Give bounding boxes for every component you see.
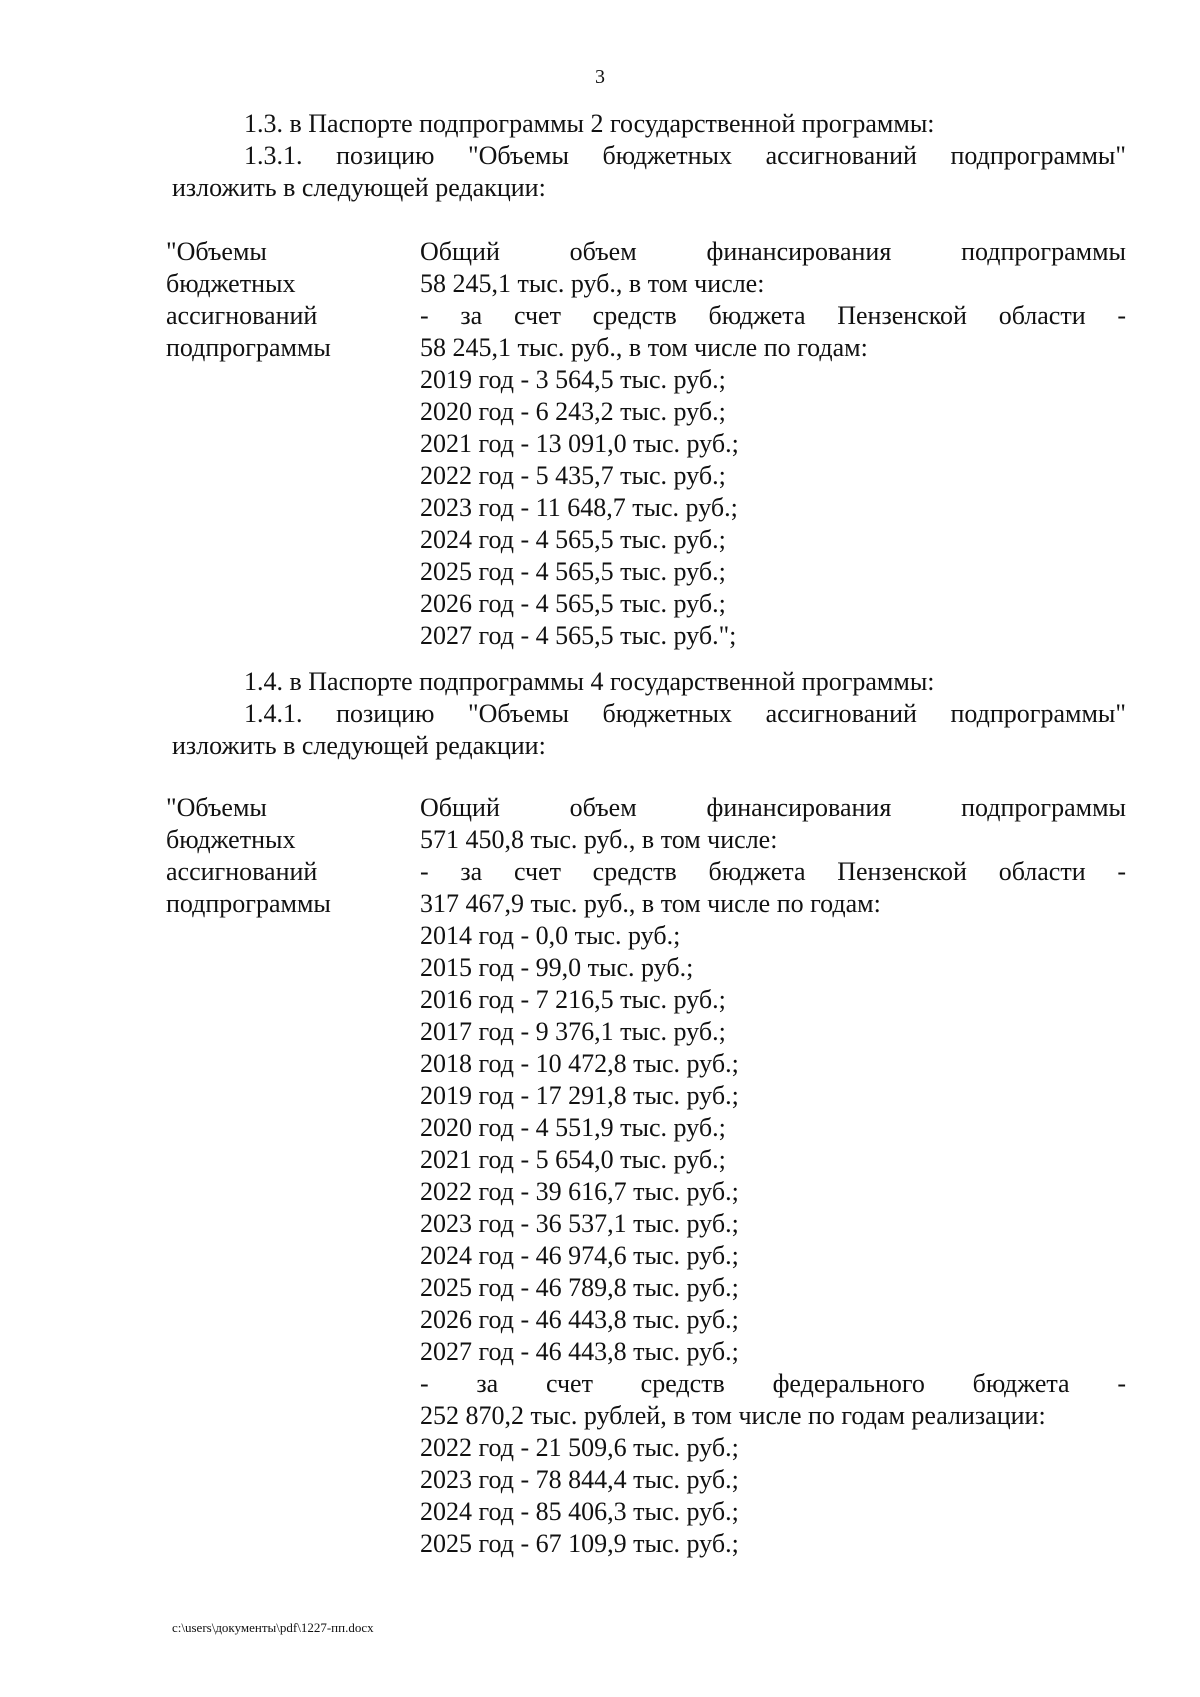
label-line: подпрограммы [166,889,331,918]
value-line: 2027 год - 46 443,8 тыс. руб.; [420,1337,739,1366]
value-line: 2023 год - 11 648,7 тыс. руб.; [420,493,738,522]
value-line: - за счет средств федерального бюджета - [420,1369,1126,1398]
section-1-4-1-line: 1.4.1. позицию "Объемы бюджетных ассигнований подпрограммы" [244,699,1126,728]
label-line: "Объемы [166,793,267,822]
label-line: подпрограммы [166,333,331,362]
section-1-4-value-column [420,792,1126,1560]
value-line: 2017 год - 9 376,1 тыс. руб.; [420,1017,726,1046]
value-line: 2023 год - 78 844,4 тыс. руб.; [420,1465,739,1494]
value-line: 2015 год - 99,0 тыс. руб.; [420,953,694,982]
value-line: 2021 год - 5 654,0 тыс. руб.; [420,1145,726,1174]
section-1-3-1-line: 1.3.1. позицию "Объемы бюджетных ассигнований подпрограммы" [244,141,1126,170]
section-1-4-1-continuation: изложить в следующей редакции: [172,731,546,760]
value-line: Общий объем финансирования подпрограммы [420,793,1126,822]
value-line: 2022 год - 21 509,6 тыс. руб.; [420,1433,739,1462]
value-line: 2018 год - 10 472,8 тыс. руб.; [420,1049,739,1078]
value-line: 2023 год - 36 537,1 тыс. руб.; [420,1209,739,1238]
value-line: 252 870,2 тыс. рублей, в том числе по годам реализации: [420,1401,1046,1430]
section-1-3-1-continuation: изложить в следующей редакции: [172,173,546,202]
value-line: 2020 год - 6 243,2 тыс. руб.; [420,397,726,426]
label-line: "Объемы [166,237,267,266]
label-line: бюджетных [166,269,296,298]
section-1-3-value-column [420,236,1126,652]
value-line: 2024 год - 46 974,6 тыс. руб.; [420,1241,739,1270]
value-line: 2025 год - 4 565,5 тыс. руб.; [420,557,726,586]
value-line: 2019 год - 3 564,5 тыс. руб.; [420,365,726,394]
page-number: 3 [595,66,605,88]
section-1-3-heading: 1.3. в Паспорте подпрограммы 2 государственной программы: [244,109,935,138]
value-line: Общий объем финансирования подпрограммы [420,237,1126,266]
value-line: 2026 год - 4 565,5 тыс. руб.; [420,589,726,618]
file-path-footer: c:\users\документы\pdf\1227-пп.docx [172,1620,374,1635]
value-line: 317 467,9 тыс. руб., в том числе по годам: [420,889,881,918]
value-line: 2014 год - 0,0 тыс. руб.; [420,921,681,950]
value-line: 2024 год - 85 406,3 тыс. руб.; [420,1497,739,1526]
section-1-4-heading: 1.4. в Паспорте подпрограммы 4 государственной программы: [244,667,935,696]
value-line: 2027 год - 4 565,5 тыс. руб."; [420,621,737,650]
section-1-4-label-column [166,792,396,920]
value-line: - за счет средств бюджета Пензенской области - [420,301,1126,330]
value-line: 2024 год - 4 565,5 тыс. руб.; [420,525,726,554]
value-line: 2022 год - 5 435,7 тыс. руб.; [420,461,726,490]
value-line: 2016 год - 7 216,5 тыс. руб.; [420,985,726,1014]
label-line: ассигнований [166,301,318,330]
value-line: 2026 год - 46 443,8 тыс. руб.; [420,1305,739,1334]
value-line: 2019 год - 17 291,8 тыс. руб.; [420,1081,739,1110]
value-line: 2021 год - 13 091,0 тыс. руб.; [420,429,739,458]
value-line: 58 245,1 тыс. руб., в том числе по годам: [420,333,868,362]
value-line: 571 450,8 тыс. руб., в том числе: [420,825,778,854]
section-1-3-label-column [166,236,396,364]
value-line: 2020 год - 4 551,9 тыс. руб.; [420,1113,726,1142]
value-line: 2025 год - 46 789,8 тыс. руб.; [420,1273,739,1302]
value-line: 58 245,1 тыс. руб., в том числе: [420,269,765,298]
label-line: бюджетных [166,825,296,854]
value-line: 2022 год - 39 616,7 тыс. руб.; [420,1177,739,1206]
value-line: - за счет средств бюджета Пензенской области - [420,857,1126,886]
value-line: 2025 год - 67 109,9 тыс. руб.; [420,1529,739,1558]
label-line: ассигнований [166,857,318,886]
